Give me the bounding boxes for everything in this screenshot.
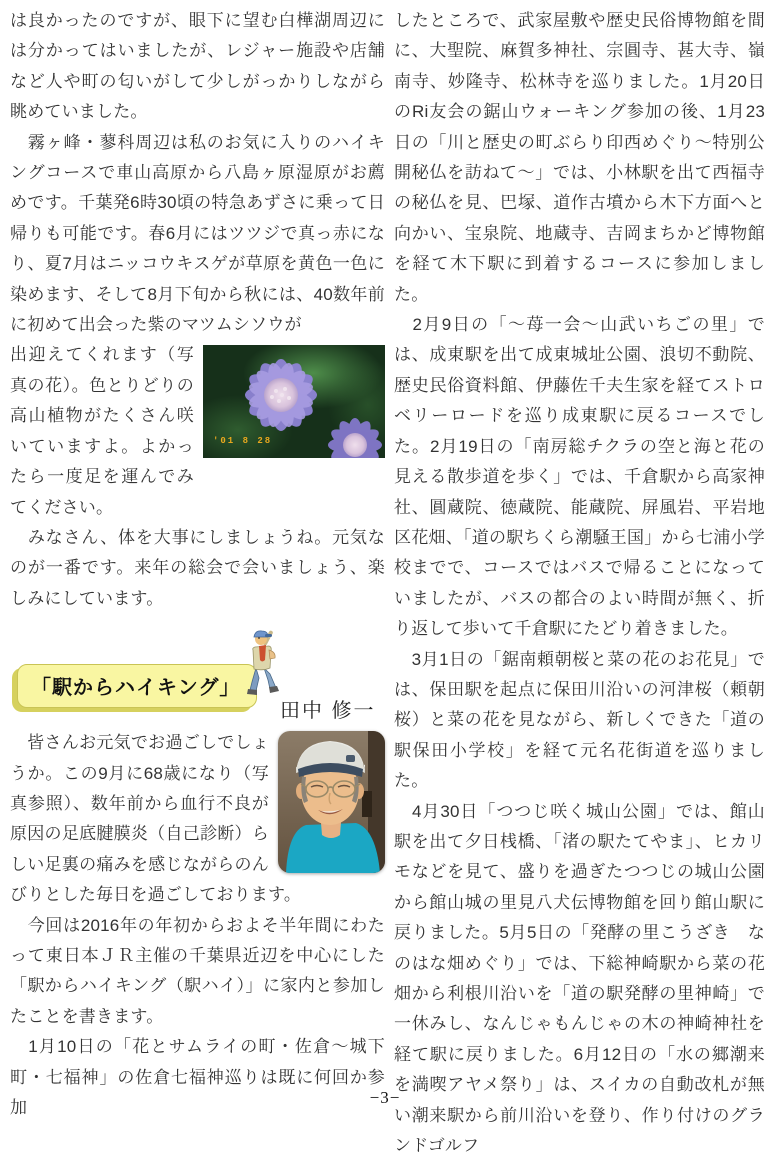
paragraph: 今回は2016年の年初からおよそ半年間にわたって東日本ＪＲ主催の千葉県近辺を中心にした「駅からハイキング（駅ハイ）」に家内と参加したことを書きます。 <box>10 915 385 1026</box>
paragraph: 出迎えてくれます（写真の花）。色とりどりの高山植物がたくさん咲いていますよ。よかったら一度足を運んでみてください。 <box>10 345 194 517</box>
section-header <box>10 628 385 728</box>
paragraph: 2月9日の「～苺一会～山武いちごの里」では、成東駅を出て成東城址公園、浪切不動院、歴史民俗資料館、伊藤佐千夫生家を経てストロベリーロードを巡り成東駅に戻るコースでした。2月19日の「南房総チクラの空と海と花の見える散歩道を歩く」では、千倉駅から高家神社、圓蔵院、徳蔵院、能蔵院、屏風岩、平岩地区花畑、「道の駅ちくら潮騒王国」から七浦小学校までで、コースではバスで帰ることになっていましたが、バスの都合のよい時間が無く、折り返して歩いて千倉駅にたどり着きました。 <box>394 315 765 639</box>
paragraph: 3月1日の「鋸南頼朝桜と菜の花のお花見」では、保田駅を起点に保田川沿いの河津桜（頼朝桜）と菜の花を見ながら、新しくできた「道の駅保田小学校」を経て元名花街道を巡りました。 <box>394 649 765 791</box>
author-portrait-photo <box>278 731 385 873</box>
paragraph: みなさん、体を大事にしましょうね。元気なのが一番です。来年の総会で会いましょう、楽しみにしています。 <box>10 527 385 608</box>
paragraph: 1月10日の「花とサムライの町・佐倉～城下町・七福神」の佐倉七福神巡りは既に何回か参加 <box>10 1037 385 1117</box>
paragraph-with-portrait <box>10 728 385 910</box>
flower-photo <box>203 345 385 458</box>
paragraph: 4月30日「つつじ咲く城山公園」では、館山駅を出て夕日桟橋、「渚の駅たてやま」、ヒカリモなどを見て、盛りを過ぎたつつじの城山公園から館山城の里見八犬伝博物館を回り館山駅に戻りました。5月5日の「発酵の里こうざき なのはな畑めぐり」では、下総神崎駅から菜の花畑から利根川沿いを「道の駅発酵の里神崎」で一休みし、なんじゃもんじゃの木の神崎神社を経て駅に戻りました。6月12日の「水の郷潮来を満喫アヤメ祭り」は、スイカの自動改札が無い潮来駅から前川沿いを登り、作り付けのグランドゴルフ <box>394 801 765 1156</box>
paragraph: 皆さんお元気でお過ごしでしょうか。この9月に68歳になり（写真参照）、数年前から血行不良が原因の足底腱膜炎（自己診断）らしい足裏の痛みを感じながらのんびりとした毎日を過ごしております。 <box>10 733 302 905</box>
left-column <box>10 6 385 1123</box>
right-column <box>394 6 765 1161</box>
paragraph-with-flower-photo <box>10 340 385 522</box>
photo-timestamp: '01 8 28 <box>213 436 273 447</box>
author-name: 田中 修一 <box>280 700 376 723</box>
paragraph: は良かったのですが、眼下に望む白樺湖周辺には分かってはいましたが、レジャー施設や店舗など人や町の匂いがして少しがっかりしながら眺めていました。 <box>10 11 385 122</box>
hiker-clipart-icon <box>239 628 285 698</box>
section-heading-label: 「駅からハイキング」 <box>31 677 241 700</box>
section-heading-box <box>17 664 257 708</box>
paragraph: 霧ヶ峰・蓼科周辺は私のお気に入りのハイキングコースで車山高原から八島ヶ原湿原がお薦めです。千葉発6時30頃の特急あずさに乗って日帰りも可能です。春6月にはツツジで真っ赤になり、夏7月はニッコウキスゲが草原を黄色一色に染めます、そして8月下旬から秋には、40数年前に初めて出会った紫のマツムシソウが <box>10 132 385 335</box>
paragraph: したところで、武家屋敷や歴史民俗博物館を間に、大聖院、麻賀多神社、宗圓寺、甚大寺、嶺南寺、妙隆寺、松林寺を巡りました。1月20日のRi友会の鋸山ウォーキング参加の後、1月23日の「川と歴史の町ぶらり印西めぐり～特別公開秘仏を訪ねて～」では、小林駅を出て西福寺の秘仏を見、巴塚、道作古墳から木下方面へと向かい、宝泉院、地蔵寺、吉岡まちかど博物館を経て木下駅に到着するコースに参加しました。 <box>394 11 765 304</box>
page-number: −3− <box>369 1088 401 1107</box>
